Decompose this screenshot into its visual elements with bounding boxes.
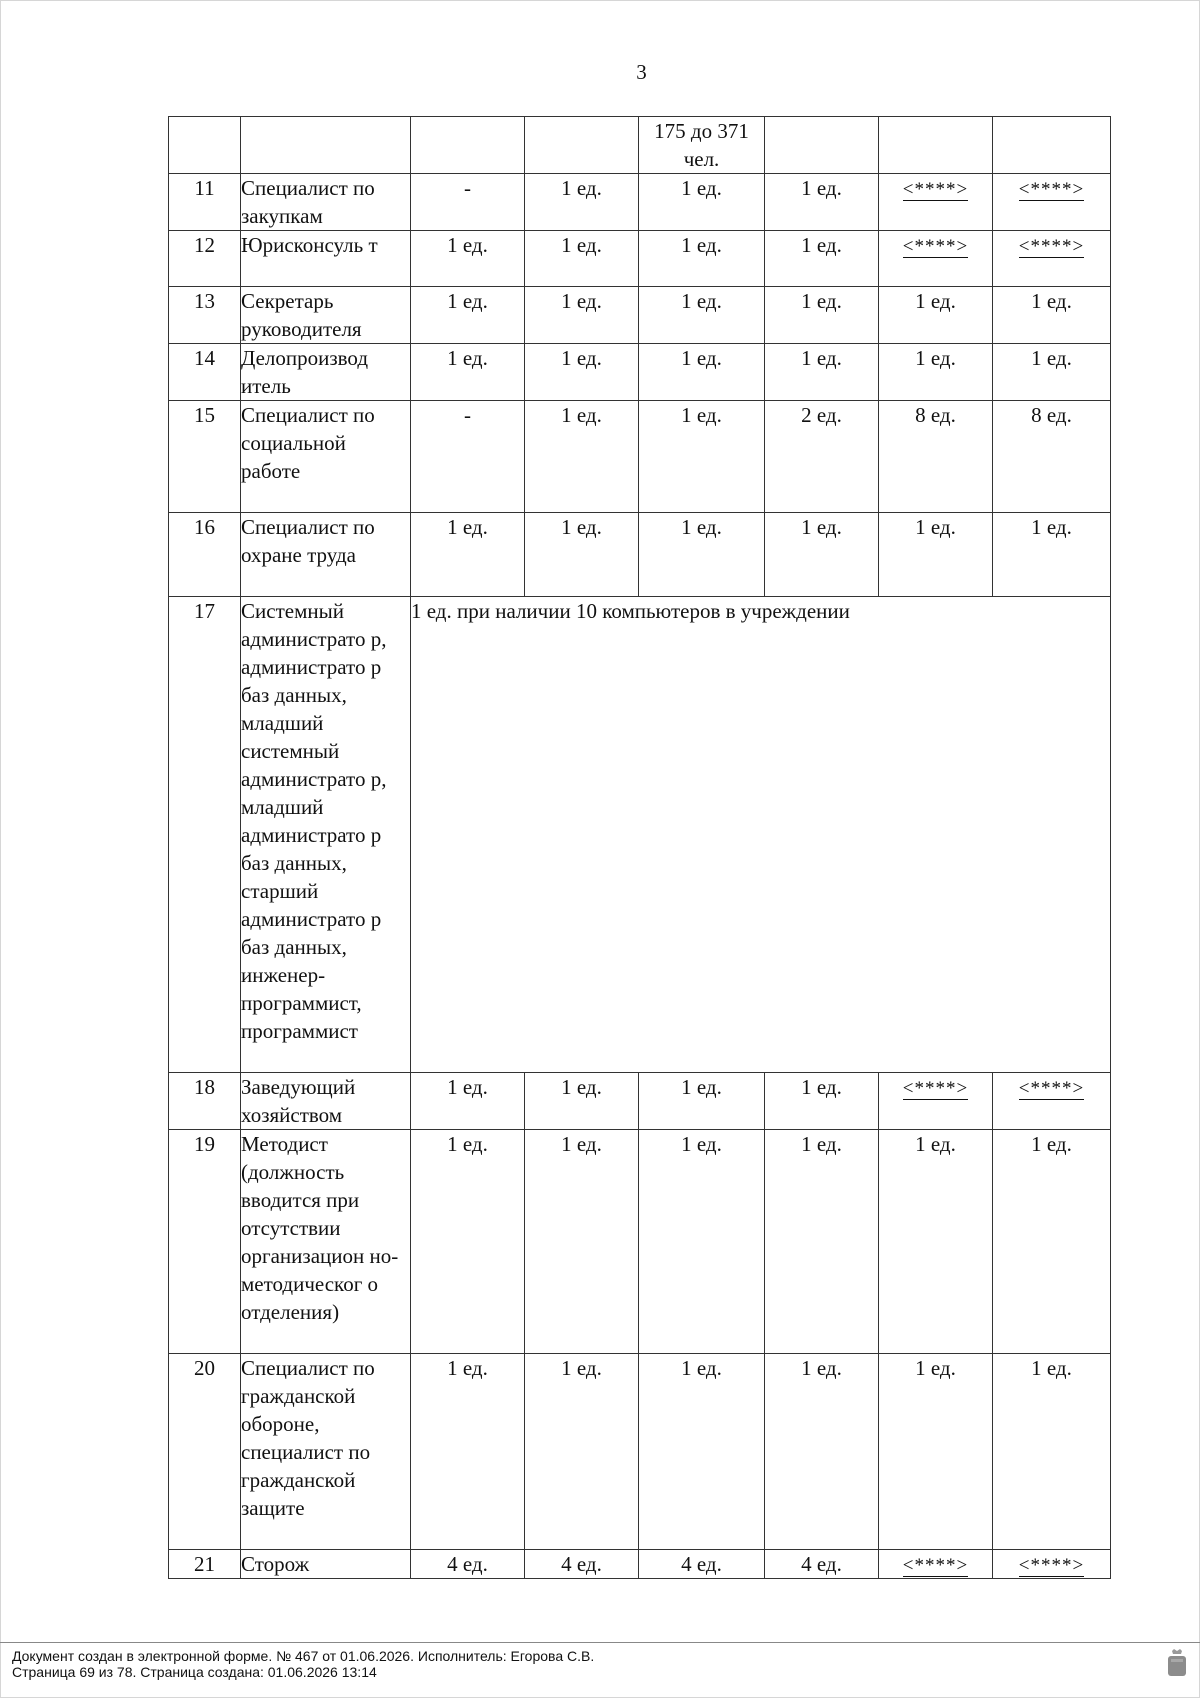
staff-count-footnote-cell [879, 231, 993, 287]
page-number: 3 [636, 60, 647, 84]
staff-count-cell: 1 ед. [993, 513, 1111, 597]
staff-count-cell [993, 117, 1111, 174]
table-row [169, 1550, 1111, 1579]
staff-count-cell: 1 ед. [765, 174, 879, 231]
staff-count-cell: 4 ед. [525, 1550, 639, 1579]
footnote-reference: <****> [902, 179, 969, 200]
staff-count-cell [525, 117, 639, 174]
staff-count-cell: 1 ед. [879, 1130, 993, 1354]
staff-count-cell: 1 ед. [765, 287, 879, 344]
staff-count-footnote-cell [879, 174, 993, 231]
footer-line-1: Документ создан в электронной форме. № 467 от 01.06.2026. Исполнитель: Егорова С.В. [12, 1648, 595, 1664]
staff-count-cell: 1 ед. [765, 513, 879, 597]
position-title: Секретарь руководителя [241, 287, 411, 344]
staff-count-cell: 1 ед. [639, 1073, 765, 1130]
table-row [169, 597, 1111, 1073]
position-title: Специалист по гражданской обороне, специалист по гражданской защите [241, 1354, 411, 1550]
row-number: 18 [169, 1073, 241, 1130]
footnote-reference: <****> [1018, 236, 1085, 257]
staff-count-cell: 175 до 371 чел. [639, 117, 765, 174]
table-row [169, 174, 1111, 231]
staff-count-cell: 1 ед. [411, 344, 525, 401]
staff-count-cell: 1 ед. [879, 513, 993, 597]
footnote-reference: <****> [902, 1555, 969, 1576]
staffing-table [168, 116, 1111, 1579]
position-title: Методист (должность вводится при отсутствии организацион но-методическог о отделения) [241, 1130, 411, 1354]
document-footer [12, 1648, 594, 1680]
row-number: 19 [169, 1130, 241, 1354]
staff-count-cell: 2 ед. [765, 401, 879, 513]
position-title: Системный администрато р, администрато р баз данных, младший системный администрато р, младший администрато р баз данных, старший администрато р баз данных, инженер-программист, программист [241, 597, 411, 1073]
footnote-reference: <****> [902, 1078, 969, 1099]
staff-count-cell: 1 ед. [879, 287, 993, 344]
staff-count-footnote-cell [879, 1073, 993, 1130]
staff-count-cell [411, 117, 525, 174]
staff-count-footnote-cell [993, 231, 1111, 287]
staff-count-cell: 1 ед. [639, 287, 765, 344]
staff-count-cell: 8 ед. [993, 401, 1111, 513]
staff-count-cell: 1 ед. [525, 513, 639, 597]
table-row [169, 344, 1111, 401]
staff-count-cell: 1 ед. [765, 231, 879, 287]
staff-count-cell: 1 ед. [525, 1354, 639, 1550]
row-number: 13 [169, 287, 241, 344]
position-title: Делопроизвод итель [241, 344, 411, 401]
table-row [169, 1073, 1111, 1130]
staff-count-cell: 1 ед. [639, 401, 765, 513]
document-stamp-icon [1166, 1648, 1188, 1678]
row-number: 21 [169, 1550, 241, 1579]
staff-count-cell: 1 ед. [525, 231, 639, 287]
position-title: Специалист по закупкам [241, 174, 411, 231]
position-title: Сторож [241, 1550, 411, 1579]
staff-count-cell [879, 117, 993, 174]
staff-count-cell: 1 ед. [639, 1354, 765, 1550]
staff-count-cell: 1 ед. [639, 344, 765, 401]
staff-count-cell: 1 ед. [765, 344, 879, 401]
table-row [169, 117, 1111, 174]
staff-count-cell: 1 ед. [993, 344, 1111, 401]
staff-count-cell: 1 ед. [765, 1130, 879, 1354]
staff-count-cell: 1 ед. [525, 401, 639, 513]
position-title: Заведующий хозяйством [241, 1073, 411, 1130]
staffing-note: 1 ед. при наличии 10 компьютеров в учреждении [411, 597, 1111, 1073]
staff-count-cell: 1 ед. [993, 287, 1111, 344]
staff-count-footnote-cell [993, 1073, 1111, 1130]
row-number: 15 [169, 401, 241, 513]
staff-count-cell: - [411, 401, 525, 513]
staff-count-cell: 1 ед. [639, 1130, 765, 1354]
staff-count-footnote-cell [993, 1550, 1111, 1579]
staff-count-cell [765, 117, 879, 174]
staff-count-cell: 8 ед. [879, 401, 993, 513]
staff-count-cell: 1 ед. [525, 287, 639, 344]
staffing-table-body [169, 117, 1111, 1579]
staff-count-cell: 4 ед. [411, 1550, 525, 1579]
staff-count-cell: 1 ед. [525, 174, 639, 231]
staff-count-footnote-cell [993, 174, 1111, 231]
position-title: Юрисконсуль т [241, 231, 411, 287]
table-row [169, 513, 1111, 597]
row-number: 17 [169, 597, 241, 1073]
staff-count-cell: 1 ед. [411, 287, 525, 344]
row-number: 12 [169, 231, 241, 287]
staff-count-cell: 1 ед. [411, 1354, 525, 1550]
staff-count-cell: 1 ед. [525, 1073, 639, 1130]
footnote-reference: <****> [1018, 179, 1085, 200]
staff-count-cell: 1 ед. [879, 344, 993, 401]
staff-count-cell: 1 ед. [411, 1073, 525, 1130]
staff-count-cell: 1 ед. [639, 174, 765, 231]
row-number [169, 117, 241, 174]
position-title: Специалист по охране труда [241, 513, 411, 597]
table-row [169, 287, 1111, 344]
row-number: 14 [169, 344, 241, 401]
table-row [169, 401, 1111, 513]
row-number: 11 [169, 174, 241, 231]
staff-count-cell: 4 ед. [639, 1550, 765, 1579]
staff-count-cell: 1 ед. [411, 231, 525, 287]
footer-line-2: Страница 69 из 78. Страница создана: 01.06.2026 13:14 [12, 1664, 377, 1680]
row-number: 16 [169, 513, 241, 597]
staff-count-cell: - [411, 174, 525, 231]
staff-count-cell: 1 ед. [639, 513, 765, 597]
table-row [169, 1354, 1111, 1550]
footnote-reference: <****> [1018, 1555, 1085, 1576]
footer-divider [0, 1642, 1200, 1643]
footnote-reference: <****> [1018, 1078, 1085, 1099]
staff-count-cell: 1 ед. [525, 1130, 639, 1354]
staff-count-cell: 4 ед. [765, 1550, 879, 1579]
staff-count-cell: 1 ед. [525, 344, 639, 401]
staff-count-footnote-cell [879, 1550, 993, 1579]
staff-count-cell: 1 ед. [765, 1354, 879, 1550]
staff-count-cell: 1 ед. [411, 513, 525, 597]
table-row [169, 1130, 1111, 1354]
staff-count-cell: 1 ед. [879, 1354, 993, 1550]
staff-count-cell: 1 ед. [765, 1073, 879, 1130]
staff-count-cell: 1 ед. [411, 1130, 525, 1354]
staff-count-cell: 1 ед. [993, 1354, 1111, 1550]
position-title: Специалист по социальной работе [241, 401, 411, 513]
table-row [169, 231, 1111, 287]
staff-count-cell: 1 ед. [993, 1130, 1111, 1354]
row-number: 20 [169, 1354, 241, 1550]
footnote-reference: <****> [902, 236, 969, 257]
position-title [241, 117, 411, 174]
staff-count-cell: 1 ед. [639, 231, 765, 287]
